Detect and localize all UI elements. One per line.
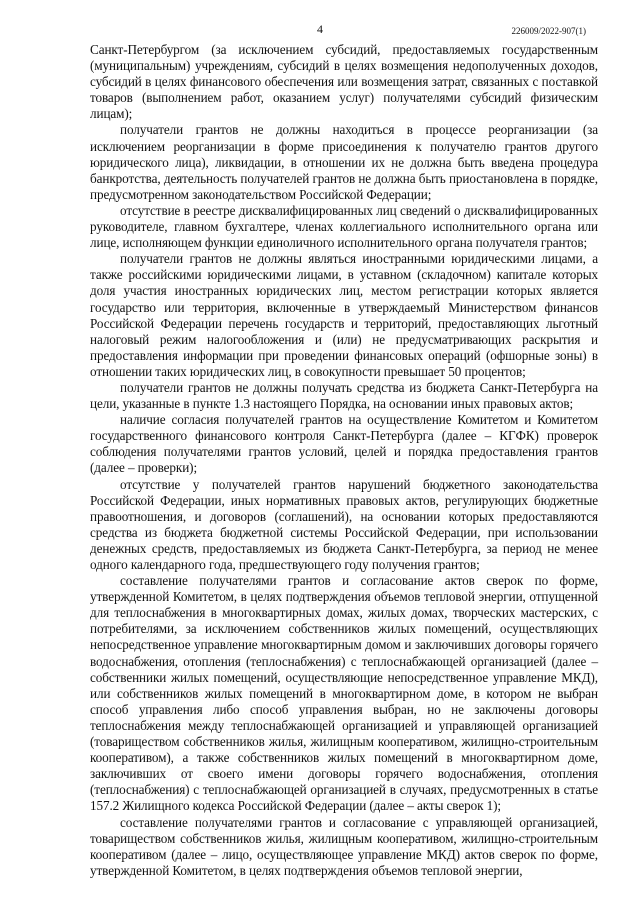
paragraph: составление получателями грантов и согласование актов сверок по форме, утвержденной Комитетом, в целях подтверждения объемов тепловой энергии, отпущенной для теплоснабжения в многоквартирных домах, жилых домах, творческих мастерских, с потребителями, за исключением собственников жилых помещений, осуществляющих непосредственное управление многоквартирным домом и заключивших договоры горячего водоснабжения, отопления (теплоснабжения) с теплоснабжающей организацией (далее – собственники жилых помещений, осуществляющие непосредственное управление МКД), или собственников жилых помещений в многоквартирном доме, в котором не выбран способ управления либо способ управления выбран, но не заключены договоры теплоснабжения между теплоснабжающей организацией и управляющей организацией (товариществом собственников жилья, жилищным кооперативом, жилищно-строительным кооперативом), а также собственников жилых помещений в многоквартирном доме, заключивших от своего имени договоры горячего водоснабжения, отопления (теплоснабжения) с теплоснабжающей организацией в случаях, предусмотренных в статье 157.2 Жилищного кодекса Российской Федерации (далее – акты сверок 1); (90, 573, 598, 814)
paragraph: отсутствие у получателей грантов нарушений бюджетного законодательства Российской Федерации, иных нормативных правовых актов, регулирующих бюджетные правоотношения, и договоров (соглашений), на основании которых предоставляются средства из бюджета бюджетной системы Российской Федерации, при использовании денежных средств, предоставляемых из бюджета Санкт-Петербурга, за период не менее одного календарного года, предшествующего году получения грантов; (90, 476, 598, 572)
paragraph: Санкт-Петербургом (за исключением субсидий, предоставляемых государственным (муниципальным) учреждениям, субсидий в целях возмещения недополученных доходов, субсидий в целях финансового обеспечения или возмещения затрат, связанных с поставкой товаров (выполнением работ, оказанием услуг) получателями субсидий физическим лицам); (90, 42, 598, 122)
document-body (90, 42, 598, 879)
paragraph: составление получателями грантов и согласование с управляющей организацией, товариществом собственников жилья, жилищным кооперативом, жилищно-строительным кооперативом (далее – лицо, осуществляющее управление МКД) актов сверок по форме, утвержденной Комитетом, в целях подтверждения объемов тепловой энергии, (90, 814, 598, 878)
paragraph: получатели грантов не должны получать средства из бюджета Санкт-Петербурга на цели, указанные в пункте 1.3 настоящего Порядка, на основании иных правовых актов; (90, 379, 598, 412)
paragraph: получатели грантов не должны являться иностранными юридическими лицами, а также российскими юридическими лицами, в уставном (складочном) капитале которых доля участия иностранных юридических лиц, местом регистрации которых является государство или территория, включенные в утверждаемый Министерством финансов Российской Федерации перечень государств и территорий, предоставляющих льготный налоговый режим налогообложения и (или) не предусматривающих раскрытия и предоставления информации при проведении финансовых операций (офшорные зоны) в отношении таких юридических лиц, в совокупности превышает 50 процентов; (90, 251, 598, 379)
paragraph: отсутствие в реестре дисквалифицированных лиц сведений о дисквалифицированных руководителе, главном бухгалтере, членах коллегиального исполнительного органа или лице, исполняющем функции единоличного исполнительного органа получателя грантов; (90, 202, 598, 251)
paragraph: наличие согласия получателей грантов на осуществление Комитетом и Комитетом государственного финансового контроля Санкт-Петербурга (далее – КГФК) проверок соблюдения получателями грантов условий, целей и порядка предоставления грантов (далее – проверки); (90, 412, 598, 476)
paragraph: получатели грантов не должны находиться в процессе реорганизации (за исключением реорганизации в форме присоединения к получателю грантов другого юридического лица), ликвидации, в отношении их не должна быть введена процедура банкротства, деятельность получателей грантов не должна быть приостановлена в порядке, предусмотренном законодательством Российской Федерации; (90, 122, 598, 202)
document-number: 226009/2022-907(1) (511, 26, 586, 36)
page-number: 4 (317, 22, 323, 36)
